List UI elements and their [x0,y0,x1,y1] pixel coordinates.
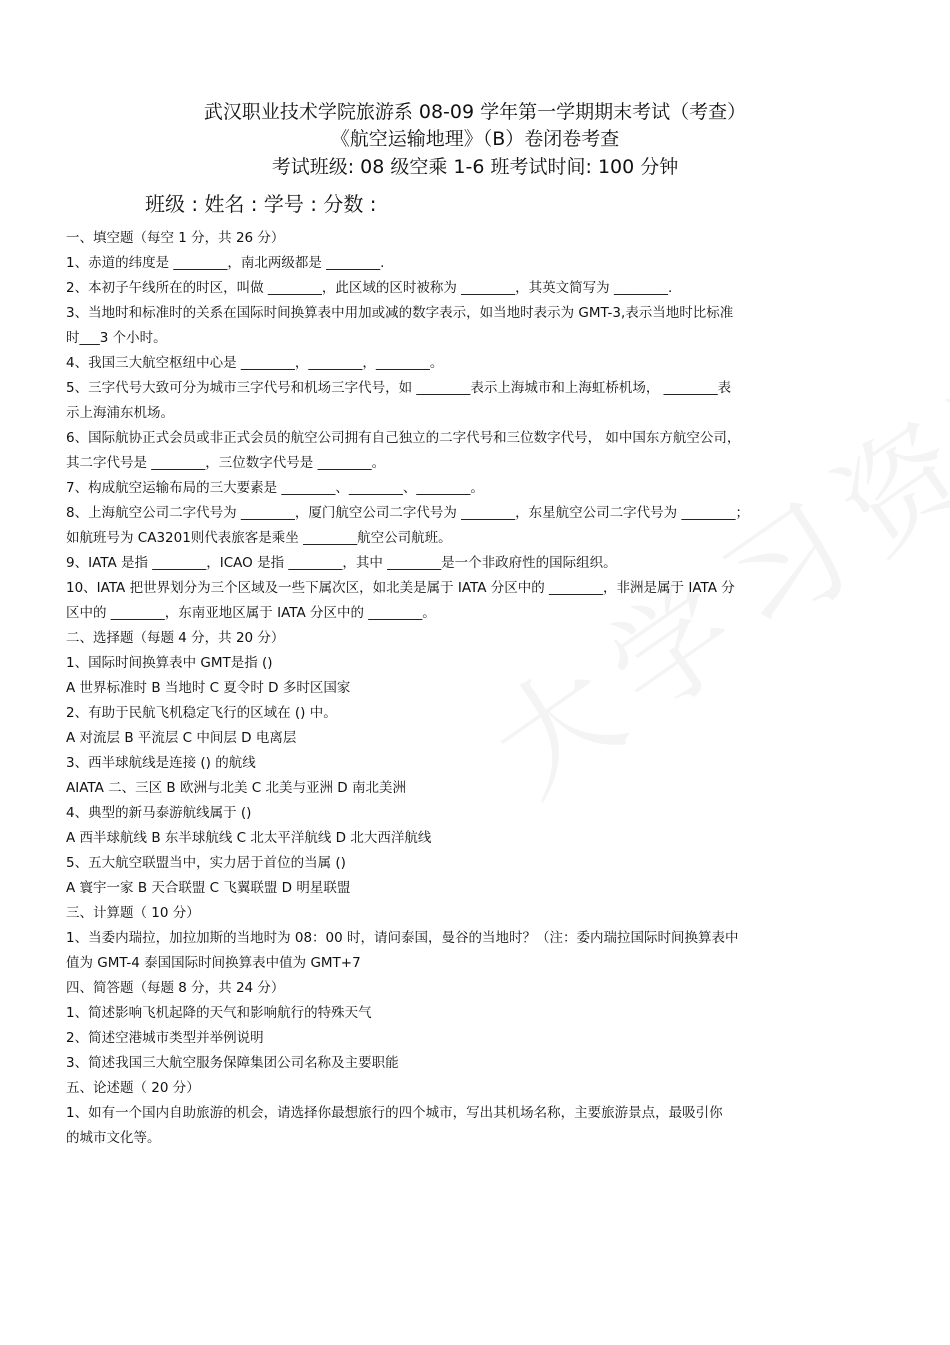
exam-line: 五、论述题（ 20 分） [66,1080,200,1096]
exam-line: 其二字代号是 ________，三位数字代号是 ________。 [66,455,386,471]
exam-line: 9、IATA 是指 ________，ICAO 是指 ________，其中 ________是一个非政府性的国际组织。 [66,555,617,571]
exam-line: 3、当地时和标准时的关系在国际时间换算表中用加或减的数字表示，如当地时表示为 GMT-3,表示当地时比标准 [66,305,734,321]
exam-line: 4、我国三大航空枢纽中心是 ________，________，________。 [66,355,444,371]
exam-line: 3、简述我国三大航空服务保障集团公司名称及主要职能 [66,1055,399,1071]
exam-line: 2、简述空港城市类型并举例说明 [66,1030,264,1046]
exam-line: 6、国际航协正式会员或非正式会员的航空公司拥有自己独立的二字代号和三位数字代号， 如中国东方航空公司， [66,430,741,446]
exam-line: 4、典型的新马泰游航线属于 () [66,805,252,821]
exam-line: 10、IATA 把世界划分为三个区域及一些下属次区，如北美是属于 IATA 分区中的 ________，非洲是属于 IATA 分 [66,580,735,596]
exam-line: A 对流层 B 平流层 C 中间层 D 电离层 [66,730,297,746]
exam-line: A 世界标准时 B 当地时 C 夏令时 D 多时区国家 [66,680,351,696]
exam-line: 二、选择题（每题 4 分，共 20 分） [66,630,285,646]
exam-line: A 寰宇一家 B 天合联盟 C 飞翼联盟 D 明星联盟 [66,880,351,896]
exam-line: 1、国际时间换算表中 GMT是指 () [66,655,273,671]
exam-line: 时___3 个小时。 [66,330,167,346]
exam-line: 示上海浦东机场。 [66,405,174,421]
exam-line: 2、有助于民航飞机稳定飞行的区域在 () 中。 [66,705,337,721]
exam-line: 8、上海航空公司二字代号为 ________，厦门航空公司二字代号为 ________，东星航空公司二字代号为 ________； [66,505,749,521]
exam-title-line2: 《航空运输地理》（B）卷闭卷考查 [330,128,620,150]
exam-line: 1、赤道的纬度是 ________，南北两级都是 ________. [66,255,385,271]
exam-line: 2、本初子午线所在的时区，叫做 ________，此区域的区时被称为 ________，其英文简写为 ________. [66,280,673,296]
exam-line: 3、西半球航线是连接 () 的航线 [66,755,256,771]
exam-line: A 西半球航线 B 东半球航线 C 北太平洋航线 D 北大西洋航线 [66,830,432,846]
exam-title-line1: 武汉职业技术学院旅游系 08-09 学年第一学期期末考试（考查） [203,101,747,123]
exam-line: 5、三字代号大致可分为城市三字代号和机场三字代号，如 ________表示上海城市和上海虹桥机场， ________表 [66,380,732,396]
exam-line: 如航班号为 CA3201则代表旅客是乘坐 ________航空公司航班。 [66,530,452,546]
exam-line: 三、计算题（ 10 分） [66,905,200,921]
exam-line: 7、构成航空运输布局的三大要素是 ________、________、________。 [66,480,484,496]
exam-body [66,226,886,1151]
exam-line: 区中的 ________，东南亚地区属于 IATA 分区中的 ________。 [66,605,436,621]
exam-title-line3: 考试班级: 08 级空乘 1-6 班考试时间: 100 分钟 [271,156,679,178]
exam-line: 值为 GMT-4 泰国国际时间换算表中值为 GMT+7 [66,955,361,971]
exam-line: 5、五大航空联盟当中，实力居于首位的当属 () [66,855,346,871]
exam-line: 一、填空题（每空 1 分，共 26 分） [66,230,285,246]
exam-line: 的城市文化等。 [66,1130,161,1146]
exam-line: 1、简述影响飞机起降的天气和影响航行的特殊天气 [66,1005,372,1021]
exam-line: 四、简答题（每题 8 分，共 24 分） [66,980,285,996]
exam-line: AIATA 二、三区 B 欧洲与北美 C 北美与亚洲 D 南北美洲 [66,780,406,796]
student-info: 班级 : 姓名 : 学号 : 分数 : [145,192,377,216]
exam-line: 1、如有一个国内自助旅游的机会，请选择你最想旅行的四个城市，写出其机场名称，主要旅游景点，最吸引你 [66,1105,723,1121]
exam-line: 1、当委内瑞拉，加拉加斯的当地时为 08：00 时，请问泰国，曼谷的当地时？（注：委内瑞拉国际时间换算表中 [66,930,739,946]
